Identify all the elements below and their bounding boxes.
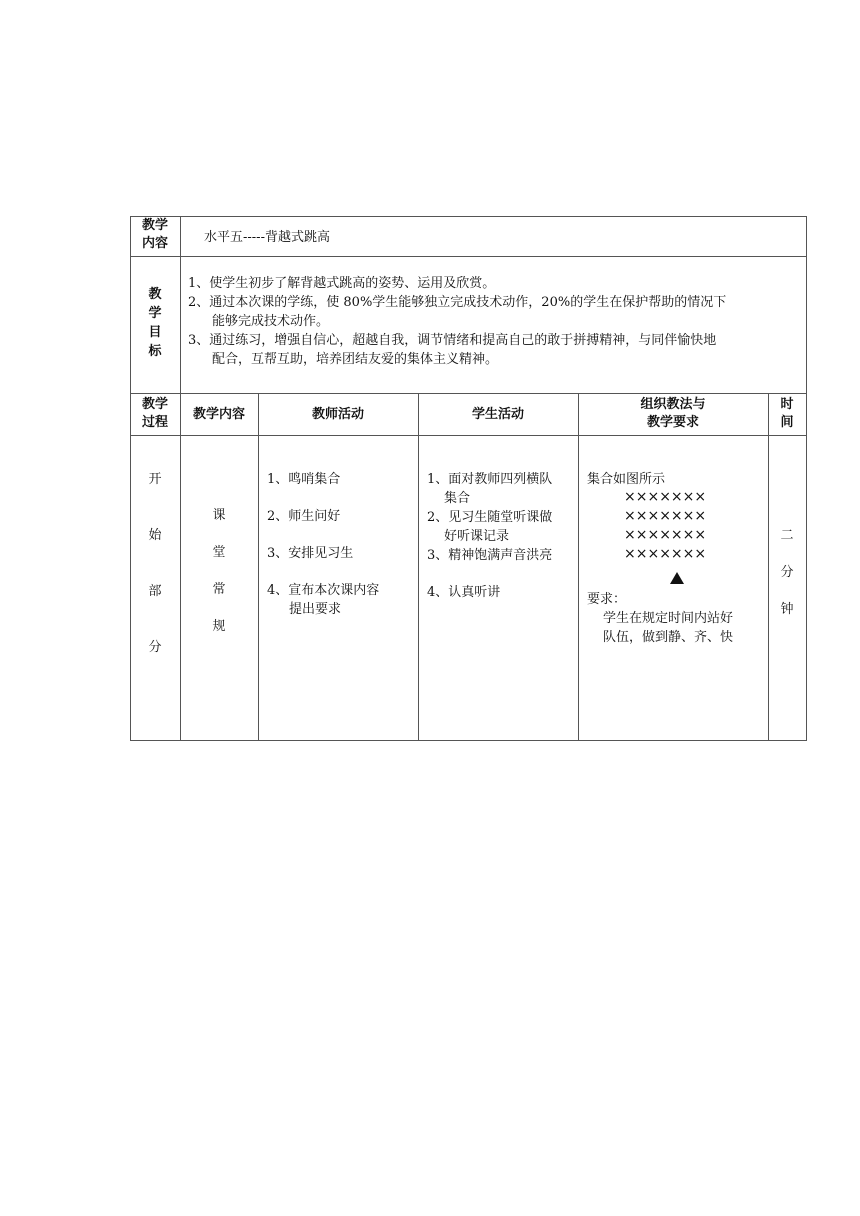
header-org-line1: 组织教法与 — [640, 397, 706, 412]
column-divider — [180, 216, 181, 741]
header-process-line1: 教学 — [141, 397, 168, 412]
phase-label — [130, 470, 180, 657]
phase-char: 分 — [148, 640, 162, 655]
teacher-activities — [267, 470, 417, 619]
student-activity-cont: 集合 — [444, 491, 471, 506]
time-char: 钟 — [780, 602, 794, 617]
goal-item: 3、通过练习，增强自信心，超越自我，调节情绪和提高自己的敢于拼搏精神，与同伴愉快地 — [188, 333, 717, 348]
row-divider — [130, 435, 807, 436]
header-org — [578, 396, 768, 432]
teacher-activity: 2、师生问好 — [267, 509, 341, 524]
student-activity: 3、精神饱满声音洪亮 — [427, 548, 553, 563]
content-value: 水平五-----背越式跳高 — [204, 230, 330, 245]
goals-label-char: 目 — [148, 325, 162, 340]
header-student: 学生活动 — [471, 407, 524, 422]
header-time — [768, 396, 806, 432]
content-label-line1: 教学 — [141, 218, 168, 233]
goals-list — [188, 274, 804, 369]
time-char: 分 — [780, 565, 794, 580]
student-activity: 2、见习生随堂听课做 — [427, 510, 553, 525]
table-border-top — [130, 216, 807, 217]
formation-row: ××××××× — [624, 508, 707, 524]
goals-label-char: 标 — [148, 344, 162, 359]
row-divider — [130, 393, 807, 394]
content-type-char: 常 — [212, 582, 226, 597]
header-teacher: 教师活动 — [311, 407, 364, 422]
goal-item: 2、通过本次课的学练，使 80%学生能够独立完成技术动作，20%的学生在保护帮助的情况下 — [188, 295, 727, 310]
req-label: 要求： — [587, 592, 627, 607]
teacher-activity: 3、安排见习生 — [267, 546, 354, 561]
column-divider — [578, 393, 579, 741]
teacher-activity: 4、宣布本次课内容 — [267, 583, 380, 598]
column-divider — [258, 393, 259, 741]
teacher-position-triangle-icon — [670, 572, 684, 584]
goals-label — [130, 285, 180, 361]
time-value — [768, 526, 806, 619]
student-activity-cont: 好听课记录 — [444, 529, 510, 544]
req-text: 队伍，做到静、齐、快 — [603, 630, 734, 645]
header-process-line2: 过程 — [141, 415, 168, 430]
goals-label-char: 教 — [148, 287, 162, 302]
content-type-char: 课 — [212, 508, 226, 523]
table-border-bottom — [130, 740, 807, 741]
header-process — [130, 396, 180, 432]
time-char: 二 — [780, 528, 794, 543]
phase-char: 始 — [148, 528, 162, 543]
phase-char: 部 — [148, 584, 162, 599]
table-border-right — [806, 216, 807, 741]
content-label-line2: 内容 — [141, 236, 168, 251]
content-label — [130, 217, 180, 253]
student-activities — [427, 470, 577, 602]
org-intro: 集合如图所示 — [587, 472, 666, 487]
formation-diagram — [624, 488, 706, 564]
header-org-line2: 教学要求 — [646, 415, 699, 430]
org-requirements — [587, 590, 733, 647]
student-activity: 1、面对教师四列横队 — [427, 472, 553, 487]
formation-row: ××××××× — [624, 527, 707, 543]
goals-label-char: 学 — [148, 306, 162, 321]
formation-row: ××××××× — [624, 489, 707, 505]
phase-char: 开 — [148, 472, 162, 487]
content-type-char: 规 — [212, 619, 226, 634]
goal-item: 1、使学生初步了解背越式跳高的姿势、运用及欣赏。 — [188, 276, 496, 291]
teacher-activity: 1、鸣哨集合 — [267, 472, 341, 487]
req-text: 学生在规定时间内站好 — [603, 611, 734, 626]
row-divider — [130, 256, 807, 257]
content-type-char: 堂 — [212, 545, 226, 560]
column-divider — [418, 393, 419, 741]
student-activity: 4、认真听讲 — [427, 585, 501, 600]
goal-item-cont: 能够完成技术动作。 — [212, 314, 330, 329]
lesson-plan-table — [130, 216, 806, 741]
header-content: 教学内容 — [192, 407, 245, 422]
goal-item-cont: 配合，互帮互助，培养团结友爱的集体主义精神。 — [212, 352, 499, 367]
header-time-line2: 间 — [780, 415, 794, 430]
formation-row: ××××××× — [624, 546, 707, 562]
teacher-activity-cont: 提出要求 — [289, 602, 342, 617]
header-time-line1: 时 — [780, 397, 794, 412]
content-type — [180, 506, 258, 636]
